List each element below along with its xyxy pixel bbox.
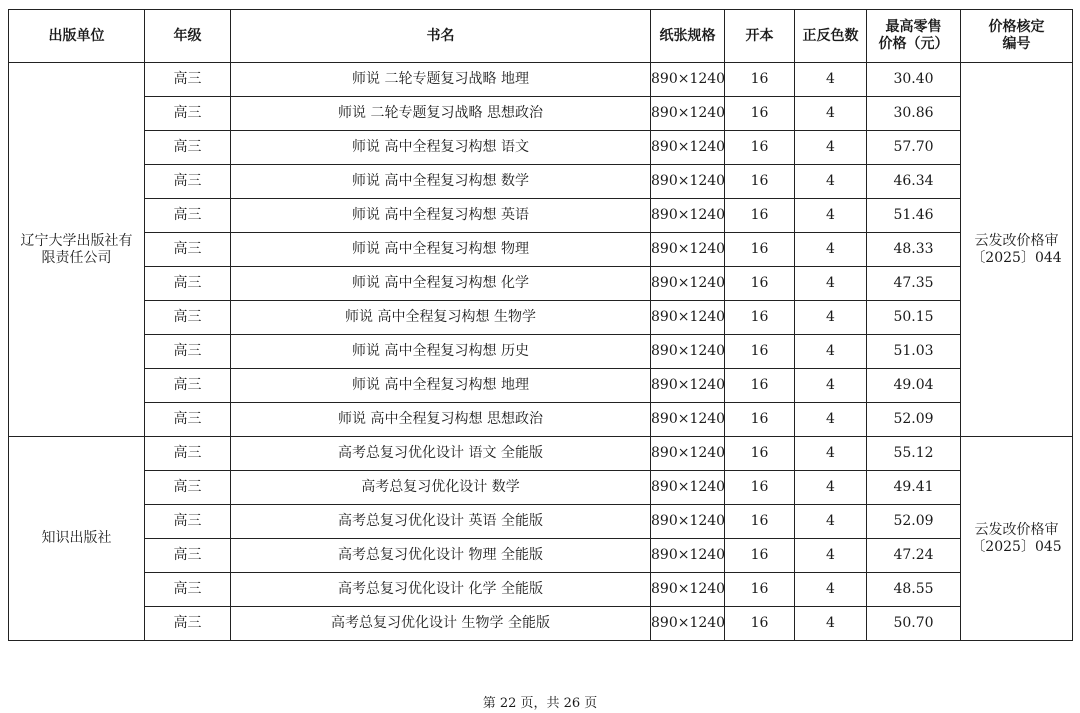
grade-cell: 高三 bbox=[145, 199, 231, 233]
price-table bbox=[8, 9, 1073, 641]
price-cell: 46.34 bbox=[867, 165, 961, 199]
color-count-cell: 4 bbox=[795, 131, 867, 165]
color-count-cell: 4 bbox=[795, 199, 867, 233]
book-title-cell: 高考总复习优化设计 物理 全能版 bbox=[231, 539, 651, 573]
grade-cell: 高三 bbox=[145, 369, 231, 403]
format-cell: 16 bbox=[725, 267, 795, 301]
paper-size-cell: 890×1240 bbox=[651, 505, 725, 539]
book-title-cell: 师说 高中全程复习构想 语文 bbox=[231, 131, 651, 165]
header-format bbox=[725, 10, 795, 63]
color-count-cell: 4 bbox=[795, 607, 867, 641]
header-approval-line: 价格核定 bbox=[988, 19, 1045, 35]
book-title-cell: 师说 高中全程复习构想 历史 bbox=[231, 335, 651, 369]
table-row bbox=[9, 335, 1073, 369]
header-price-line: 价格（元） bbox=[878, 36, 949, 52]
color-count-cell: 4 bbox=[795, 267, 867, 301]
format-cell: 16 bbox=[725, 573, 795, 607]
grade-cell: 高三 bbox=[145, 573, 231, 607]
book-title-cell: 师说 高中全程复习构想 地理 bbox=[231, 369, 651, 403]
paper-size-cell: 890×1240 bbox=[651, 63, 725, 97]
book-title-cell: 师说 高中全程复习构想 生物学 bbox=[231, 301, 651, 335]
price-cell: 50.15 bbox=[867, 301, 961, 335]
price-cell: 30.40 bbox=[867, 63, 961, 97]
table-row bbox=[9, 165, 1073, 199]
grade-cell: 高三 bbox=[145, 233, 231, 267]
grade-cell: 高三 bbox=[145, 131, 231, 165]
color-count-cell: 4 bbox=[795, 369, 867, 403]
grade-cell: 高三 bbox=[145, 267, 231, 301]
paper-size-cell: 890×1240 bbox=[651, 165, 725, 199]
paper-size-cell: 890×1240 bbox=[651, 267, 725, 301]
book-title-cell: 师说 高中全程复习构想 数学 bbox=[231, 165, 651, 199]
price-cell: 47.35 bbox=[867, 267, 961, 301]
format-cell: 16 bbox=[725, 131, 795, 165]
book-title-cell: 师说 高中全程复习构想 化学 bbox=[231, 267, 651, 301]
price-cell: 49.04 bbox=[867, 369, 961, 403]
format-cell: 16 bbox=[725, 165, 795, 199]
grade-cell: 高三 bbox=[145, 403, 231, 437]
table-row bbox=[9, 471, 1073, 505]
book-title-cell: 高考总复习优化设计 生物学 全能版 bbox=[231, 607, 651, 641]
table-row bbox=[9, 267, 1073, 301]
format-cell: 16 bbox=[725, 369, 795, 403]
book-title-cell: 高考总复习优化设计 语文 全能版 bbox=[231, 437, 651, 471]
format-cell: 16 bbox=[725, 607, 795, 641]
book-title-cell: 高考总复习优化设计 化学 全能版 bbox=[231, 573, 651, 607]
grade-cell: 高三 bbox=[145, 539, 231, 573]
format-cell: 16 bbox=[725, 97, 795, 131]
color-count-cell: 4 bbox=[795, 165, 867, 199]
price-cell: 48.55 bbox=[867, 573, 961, 607]
color-count-cell: 4 bbox=[795, 97, 867, 131]
grade-cell: 高三 bbox=[145, 471, 231, 505]
publisher-cell bbox=[9, 63, 145, 437]
paper-size-cell: 890×1240 bbox=[651, 573, 725, 607]
grade-cell: 高三 bbox=[145, 97, 231, 131]
book-title-cell: 高考总复习优化设计 英语 全能版 bbox=[231, 505, 651, 539]
table-row bbox=[9, 199, 1073, 233]
grade-cell: 高三 bbox=[145, 165, 231, 199]
header-price-line: 最高零售 bbox=[885, 19, 942, 35]
color-count-cell: 4 bbox=[795, 233, 867, 267]
color-count-cell: 4 bbox=[795, 539, 867, 573]
format-cell: 16 bbox=[725, 539, 795, 573]
grade-cell: 高三 bbox=[145, 437, 231, 471]
price-cell: 30.86 bbox=[867, 97, 961, 131]
header-title bbox=[231, 10, 651, 63]
color-count-cell: 4 bbox=[795, 335, 867, 369]
price-cell: 50.70 bbox=[867, 607, 961, 641]
format-cell: 16 bbox=[725, 335, 795, 369]
paper-size-cell: 890×1240 bbox=[651, 233, 725, 267]
format-cell: 16 bbox=[725, 471, 795, 505]
color-count-cell: 4 bbox=[795, 471, 867, 505]
table-header bbox=[9, 10, 1073, 63]
publisher-line: 知识出版社 bbox=[41, 530, 112, 546]
table-row bbox=[9, 539, 1073, 573]
book-title-cell: 高考总复习优化设计 数学 bbox=[231, 471, 651, 505]
color-count-cell: 4 bbox=[795, 437, 867, 471]
paper-size-cell: 890×1240 bbox=[651, 301, 725, 335]
table-row bbox=[9, 607, 1073, 641]
table-row bbox=[9, 63, 1073, 97]
paper-size-cell: 890×1240 bbox=[651, 403, 725, 437]
table-row bbox=[9, 403, 1073, 437]
page-number: 第 22 页，共 26 页 bbox=[482, 696, 598, 711]
publisher-line: 辽宁大学出版社有 bbox=[20, 232, 133, 249]
header-price bbox=[867, 10, 961, 63]
table-row bbox=[9, 301, 1073, 335]
approval-line: 〔2025〕044 bbox=[971, 249, 1062, 266]
color-count-cell: 4 bbox=[795, 573, 867, 607]
publisher-cell bbox=[9, 437, 145, 641]
header-colors bbox=[795, 10, 867, 63]
price-cell: 47.24 bbox=[867, 539, 961, 573]
paper-size-cell: 890×1240 bbox=[651, 131, 725, 165]
color-count-cell: 4 bbox=[795, 505, 867, 539]
approval-number-cell bbox=[961, 63, 1073, 437]
color-count-cell: 4 bbox=[795, 301, 867, 335]
grade-cell: 高三 bbox=[145, 301, 231, 335]
format-cell: 16 bbox=[725, 233, 795, 267]
price-cell: 49.41 bbox=[867, 471, 961, 505]
price-cell: 52.09 bbox=[867, 403, 961, 437]
approval-line: 云发改价格审 bbox=[974, 521, 1059, 538]
price-cell: 55.12 bbox=[867, 437, 961, 471]
header-paper-line: 纸张规格 bbox=[659, 27, 716, 44]
approval-number-cell bbox=[961, 437, 1073, 641]
table-row bbox=[9, 131, 1073, 165]
table-row bbox=[9, 437, 1073, 471]
grade-cell: 高三 bbox=[145, 505, 231, 539]
book-title-cell: 师说 二轮专题复习战略 地理 bbox=[231, 63, 651, 97]
header-approval bbox=[961, 10, 1073, 63]
header-row bbox=[9, 10, 1073, 63]
book-title-cell: 师说 高中全程复习构想 英语 bbox=[231, 199, 651, 233]
price-cell: 57.70 bbox=[867, 131, 961, 165]
book-title-cell: 师说 二轮专题复习战略 思想政治 bbox=[231, 97, 651, 131]
table-row bbox=[9, 573, 1073, 607]
header-grade bbox=[145, 10, 231, 63]
format-cell: 16 bbox=[725, 437, 795, 471]
paper-size-cell: 890×1240 bbox=[651, 199, 725, 233]
grade-cell: 高三 bbox=[145, 335, 231, 369]
header-publisher bbox=[9, 10, 145, 63]
book-title-cell: 师说 高中全程复习构想 思想政治 bbox=[231, 403, 651, 437]
price-cell: 51.03 bbox=[867, 335, 961, 369]
publisher-line: 限责任公司 bbox=[41, 249, 112, 266]
grade-cell: 高三 bbox=[145, 607, 231, 641]
format-cell: 16 bbox=[725, 199, 795, 233]
paper-size-cell: 890×1240 bbox=[651, 335, 725, 369]
book-title-cell: 师说 高中全程复习构想 物理 bbox=[231, 233, 651, 267]
header-grade-line: 年级 bbox=[173, 27, 202, 44]
table-row bbox=[9, 505, 1073, 539]
paper-size-cell: 890×1240 bbox=[651, 437, 725, 471]
header-publisher-line: 出版单位 bbox=[48, 27, 105, 44]
paper-size-cell: 890×1240 bbox=[651, 97, 725, 131]
header-title-line: 书名 bbox=[426, 27, 455, 44]
paper-size-cell: 890×1240 bbox=[651, 471, 725, 505]
table-row bbox=[9, 97, 1073, 131]
color-count-cell: 4 bbox=[795, 63, 867, 97]
color-count-cell: 4 bbox=[795, 403, 867, 437]
grade-cell: 高三 bbox=[145, 63, 231, 97]
price-cell: 48.33 bbox=[867, 233, 961, 267]
header-paper bbox=[651, 10, 725, 63]
table-body bbox=[9, 63, 1073, 641]
header-colors-line: 正反色数 bbox=[802, 27, 859, 44]
price-cell: 51.46 bbox=[867, 199, 961, 233]
table-row bbox=[9, 233, 1073, 267]
format-cell: 16 bbox=[725, 403, 795, 437]
table-row bbox=[9, 369, 1073, 403]
price-cell: 52.09 bbox=[867, 505, 961, 539]
approval-line: 〔2025〕045 bbox=[971, 538, 1062, 555]
header-format-line: 开本 bbox=[745, 27, 774, 44]
format-cell: 16 bbox=[725, 505, 795, 539]
header-approval-line: 编号 bbox=[1002, 36, 1031, 52]
format-cell: 16 bbox=[725, 301, 795, 335]
paper-size-cell: 890×1240 bbox=[651, 369, 725, 403]
paper-size-cell: 890×1240 bbox=[651, 607, 725, 641]
approval-line: 云发改价格审 bbox=[974, 232, 1059, 249]
paper-size-cell: 890×1240 bbox=[651, 539, 725, 573]
format-cell: 16 bbox=[725, 63, 795, 97]
